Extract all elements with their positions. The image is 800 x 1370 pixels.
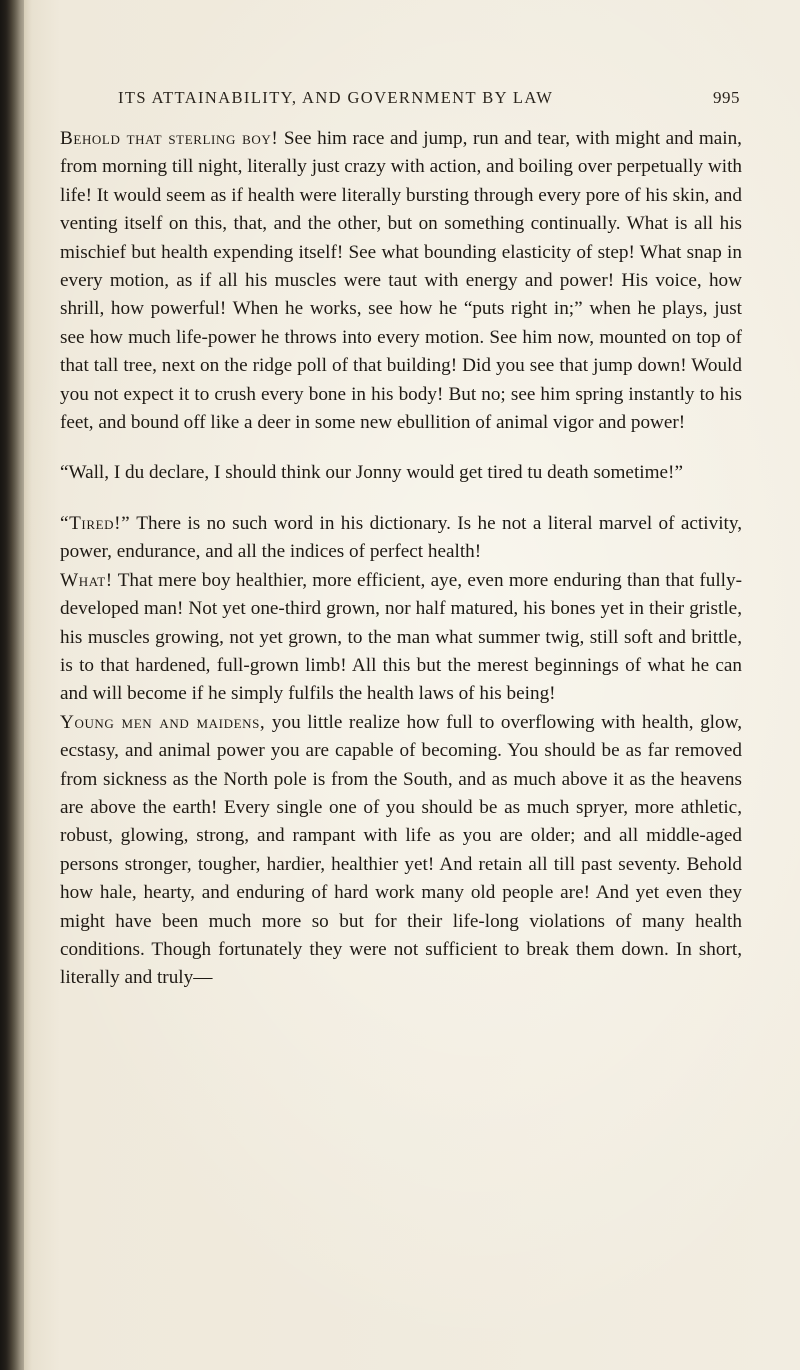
paragraph-text: There is no such word in his dictionary. Is he not a literal marvel of activity, power, endurance, and all the indices of perfect health!: [60, 512, 742, 563]
page-number: 995: [713, 88, 740, 107]
paragraph: [60, 510, 742, 567]
binding-shadow: [0, 0, 24, 1370]
running-head: [118, 88, 740, 116]
paragraph: [60, 459, 742, 487]
paragraph-lead: “Tired!”: [60, 512, 131, 534]
body-text: [60, 125, 742, 993]
paragraph: [60, 125, 742, 437]
paragraph-lead: Young men and maidens,: [60, 711, 266, 733]
running-title: ITS ATTAINABILITY, AND GOVERNMENT BY LAW: [118, 88, 554, 107]
paragraph-text: “Wall, I du declare, I should think our Jonny would get tired tu death sometime!”: [60, 462, 683, 484]
paragraph-lead: Behold that sterling boy!: [60, 128, 279, 149]
paragraph-lead: What!: [60, 569, 113, 591]
paragraph: [60, 709, 742, 993]
paragraph-text: you little realize how full to overflowing with health, glow, ecstasy, and animal power you are capable of becoming. You should be as far removed from sickness as the North pole is from the South, and as much above it as the heavens are above the earth! Every single one of you should be as much spryer, more athletic, robust, glowing, strong, and rampant with life as you are older; and all middle-aged persons stronger, tougher, hardier, healthier yet! And retain all till past seventy. Behold how hale, hearty, and enduring of hard work many old people are! And yet even they might have been much more so but for their life-long violations of many health conditions. Though fortunately they were not sufficient to break them down. In short, literally and truly—: [60, 711, 742, 989]
paragraph-text: That mere boy healthier, more efficient, aye, even more enduring than that fully-developed man! Not yet one-third grown, nor half matured, his bones yet in their gristle, his muscles growing, not yet grown, to the man what summer twig, still soft and brittle, is to that hardened, full-grown limb! All this but the merest beginnings of what he can and will become if he simply fulfils the health laws of his being!: [60, 569, 742, 705]
paragraph: [60, 567, 742, 709]
paragraph-text: See him race and jump, run and tear, with might and main, from morning till night, literally just crazy with action, and boiling over perpetually with life! It would seem as if health were literally bursting through every pore of his skin, and venting itself on this, that, and the other, but on something continually. What is all his mischief but health expending itself! See what bounding elasticity of step! What snap in every motion, as if all his muscles were taut with energy and power! His voice, how shrill, how powerful! When he works, see how he “puts right in;” when he plays, just see how much life-power he throws into every motion. See him now, mounted on top of that tall tree, next on the ridge poll of that building! Did you see that jump down! Would you not expect it to crush every bone in his body! But no; see him spring instantly to his feet, and bound off like a deer in some new ebullition of animal vigor and power!: [60, 128, 742, 434]
